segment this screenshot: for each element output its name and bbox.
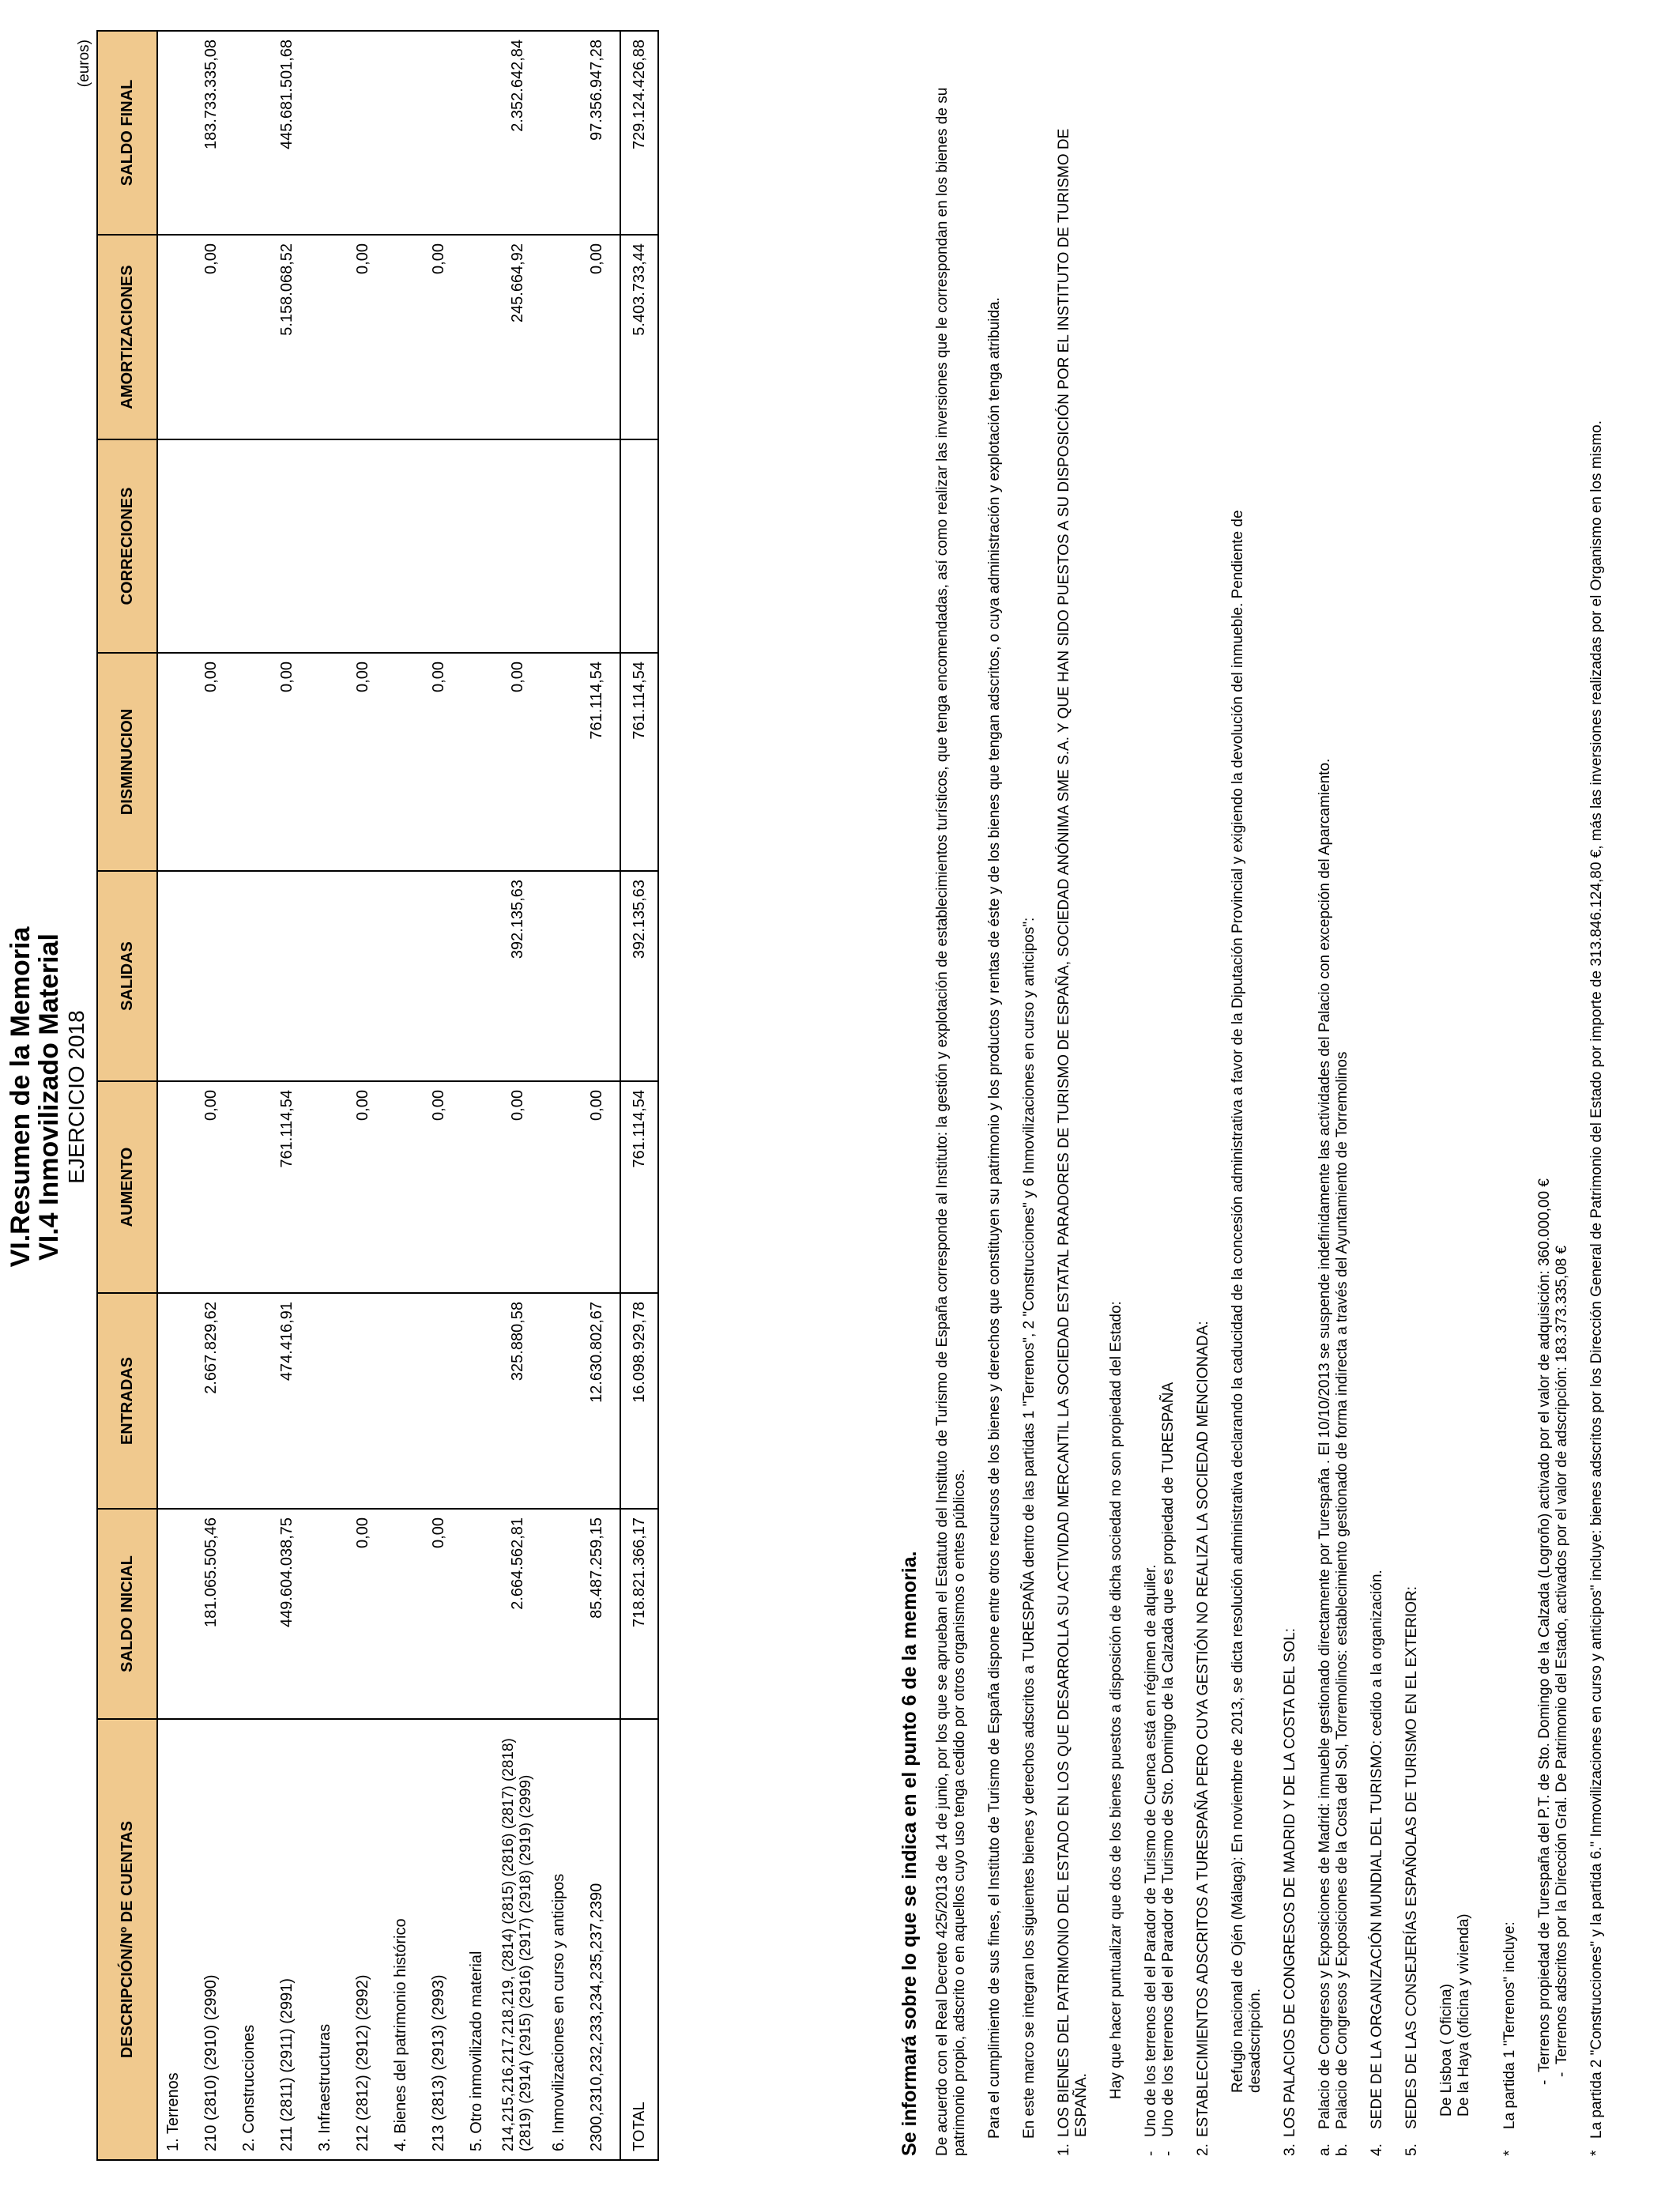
section-heading: ESTABLECIMIENTOS ADSCRITOS A TURESPAÑA PERO CUYA GESTIÓN NO REALIZA LA SOCIEDAD MENCIONADA: [1195, 1321, 1211, 2137]
list-item: - Uno de los terrenos del el Parador de Turismo de Cuenca está en régimen de alquiler. [1143, 1564, 1159, 2156]
total-salidas: 392.135,63 [620, 871, 658, 1081]
col-header-saldo-final: SALDO FINAL [97, 31, 157, 235]
account-codes: 210 (2810) (2910) (2990) [188, 1719, 234, 2160]
total-aumento: 761.114,54 [620, 1081, 658, 1293]
table-row [188, 31, 234, 2160]
col-header-salidas: SALIDAS [97, 871, 157, 1081]
category-label: 3. Infraestructuras [310, 1719, 340, 2160]
total-saldo-final: 729.124.426,88 [620, 31, 658, 235]
cell-entradas [416, 1293, 461, 1509]
section-heading: SEDE DE LA ORGANIZACIÓN MUNDIAL DEL TURISMO: cedido a la organización. [1369, 1570, 1385, 2129]
cell-saldo-final: 183.733.335,08 [188, 31, 234, 235]
paragraph: Para el cumplimiento de sus fines, el Instituto de Turismo de España dispone entre otros recursos de los bienes y derechos que constituyen su patrimonio y los productos y rentas de éste y de los bienes que tengan adscritos, o cuya administración y explotación tenga atribuida. [986, 297, 1003, 2139]
table-row [386, 31, 416, 2160]
section-heading: LOS PALACIOS DE CONGRESOS DE MADRID Y DE LA COSTA DEL SOL: [1282, 1627, 1298, 2137]
cell-entradas: 325.880,58 [492, 1293, 544, 1509]
footnote: * La partida 1 "Terrenos" incluye: [1501, 1921, 1518, 2156]
cell-salidas [340, 871, 386, 1081]
cell-salidas [188, 871, 234, 1081]
cell-saldo-inicial: 0,00 [416, 1509, 461, 1719]
cell-amortizaciones: 5.158.068,52 [264, 235, 310, 439]
list-item: - Terrenos adscritos por la Dirección Gral. De Patrimonio del Estado, activados por el valor de adscripción: 183.373.335,08 € [1554, 1245, 1570, 2077]
list-item: a. Palacio de Congresos y Exposiciones de Madrid: inmueble gestionado directamente por Turespaña . El 10/10/2013 se suspende indefinidamente las actividades del Palacio con excepción del Aparcamiento. [1317, 758, 1333, 2156]
table-row [492, 31, 544, 2160]
account-codes: 214,215,216,217,218,219, (2814) (2815) (2816) (2817) (2818) (2819) (2914) (2915) (2916) (2917) (2918) (2919) (2999) [492, 1719, 544, 2160]
cell-saldo-inicial: 0,00 [340, 1509, 386, 1719]
col-header-entradas: ENTRADAS [97, 1293, 157, 1509]
table-row [157, 31, 188, 2160]
section-1: 1. LOS BIENES DEL PATRIMONIO DEL ESTADO EN LOS QUE DESARROLLA SU ACTIVIDAD MERCANTIL LA SOCIEDAD ESTATAL PARADORES DE TURISMO DE ESPAÑA, SOCIEDAD ANÓNIMA SME S.A. Y QUE HAN SIDO PUESTOS A SU DISPOSICIÓN POR EL INSTITUTO DE TURISMO DE ESPAÑA. [1056, 70, 1090, 2156]
cell-aumento: 761.114,54 [264, 1081, 310, 1293]
table-row [310, 31, 340, 2160]
list-item: - Uno de los terrenos del el Parador de Turismo de Sto. Domingo de la Calzada que es propiedad de TURESPAÑA [1160, 1382, 1177, 2156]
notes-heading: Se informará sobre lo que se indica en el punto 6 de la memoria. [898, 1551, 921, 2156]
section-3: 3. LOS PALACIOS DE CONGRESOS DE MADRID Y DE LA COSTA DEL SOL: [1282, 1627, 1298, 2156]
total-amortizaciones: 5.403.733,44 [620, 235, 658, 439]
section-heading: LOS BIENES DEL PATRIMONIO DEL ESTADO EN LOS QUE DESARROLLA SU ACTIVIDAD MERCANTIL LA SOCIEDAD ESTATAL PARADORES DE TURISMO DE ESPAÑA, SOCIEDAD ANÓNIMA SME S.A. Y QUE HAN SIDO PUESTOS A SU DISPOSICIÓN POR EL INSTITUTO DE TURISMO DE ESPAÑA. [1056, 128, 1090, 2137]
cell-salidas [416, 871, 461, 1081]
cell-disminucion: 0,00 [340, 653, 386, 871]
cell-aumento: 0,00 [574, 1081, 620, 1293]
cell-saldo-inicial: 449.604.038,75 [264, 1509, 310, 1719]
table-header-row [97, 31, 157, 2160]
col-header-correciones: CORRECIONES [97, 439, 157, 653]
total-saldo-inicial: 718.821.366,17 [620, 1509, 658, 1719]
cell-entradas: 12.630.802,67 [574, 1293, 620, 1509]
cell-amortizaciones: 0,00 [416, 235, 461, 439]
cell-aumento: 0,00 [188, 1081, 234, 1293]
total-row [620, 31, 658, 2160]
cell-correciones [340, 439, 386, 653]
category-label: 5. Otro inmovilizado material [461, 1719, 492, 2160]
footnote: * La partida 2 "Construcciones" y la partida 6." Inmovilizaciones en curso y anticipos" incluye: bienes adscritos por los Dirección General de Patrimonio del Estado por importe de 313.846.124,80 €, más las inversiones realizadas por el Organismo en los mismo. [1588, 420, 1605, 2156]
table-row [264, 31, 310, 2160]
paragraph: Refugio nacional de Ojén (Málaga): En noviembre de 2013, se dicta resolución administrativa declarando la caducidad de la concesión administrativa a favor de la Diputación Provincial y exigiendo la devolución del inmueble. Pendiente de desadscripción. [1230, 510, 1264, 2093]
table-row [340, 31, 386, 2160]
section-2: 2. ESTABLECIMIENTOS ADSCRITOS A TURESPAÑA PERO CUYA GESTIÓN NO REALIZA LA SOCIEDAD MENCIONADA: [1195, 1321, 1211, 2156]
memoria-notes [898, 70, 1606, 2156]
category-label: 4. Bienes del patrimonio histórico [386, 1719, 416, 2160]
cell-disminucion: 761.114,54 [574, 653, 620, 871]
cell-saldo-inicial: 85.487.259,15 [574, 1509, 620, 1719]
col-header-description: DESCRIPCIÓN/Nº DE CUENTAS [97, 1719, 157, 2160]
cell-amortizaciones: 245.664,92 [492, 235, 544, 439]
cell-aumento: 0,00 [492, 1081, 544, 1293]
total-disminucion: 761.114,54 [620, 653, 658, 871]
cell-saldo-final: 2.352.642,84 [492, 31, 544, 235]
table-body [157, 31, 658, 2160]
fixed-assets-table [96, 30, 659, 2161]
cell-disminucion: 0,00 [264, 653, 310, 871]
paragraph: De acuerdo con el Real Decreto 425/2013 de 14 de junio, por los que se aprueban el Estatuto del Instituto de Turismo de España corresponde al Instituto: la gestión y explotación de establecimientos turísticos, que tenga encomendadas, así como realizar las inversiones que le correspondan en los bienes de su patrimonio propio, adscrito o en aquellos cuyo uso tenga cedido por otros organismos o entes públicos. [934, 87, 968, 2156]
cell-aumento: 0,00 [340, 1081, 386, 1293]
list-item: b. Palacio de Congresos y Exposiciones de la Costa del Sol, Torremolinos: establecimiento gestionado de forma indirecta a través del Ayuntamiento de Torremolinos [1334, 1051, 1350, 2156]
cell-aumento: 0,00 [416, 1081, 461, 1293]
section-4: 4. SEDE DE LA ORGANIZACIÓN MUNDIAL DEL TURISMO: cedido a la organización. [1369, 1570, 1385, 2156]
account-codes: 213 (2813) (2913) (2993) [416, 1719, 461, 2160]
cell-correciones [574, 439, 620, 653]
col-header-disminucion: DISMINUCION [97, 653, 157, 871]
paragraph: Hay que hacer puntualizar que dos de los bienes puestos a disposición de dicha sociedad no son propiedad del Estado: [1108, 1301, 1124, 2099]
total-correciones [620, 439, 658, 653]
cell-amortizaciones: 0,00 [340, 235, 386, 439]
category-label: 6. Inmovilizaciones en curso y anticipos [544, 1719, 574, 2160]
cell-saldo-final: 97.356.947,28 [574, 31, 620, 235]
cell-saldo-inicial: 2.664.562,81 [492, 1509, 544, 1719]
cell-saldo-inicial: 181.065.505,46 [188, 1509, 234, 1719]
paragraph: En este marco se integran los siguientes bienes y derechos adscritos a TURESPAÑA dentro de las partidas 1 "Terrenos", 2 "Construcciones" y 6 Inmovilizaciones en curso y anticipos": [1021, 917, 1038, 2139]
report-subtitle: VI.4 Inmovilizado Material [34, 933, 64, 1261]
category-label: 2. Construcciones [234, 1719, 264, 2160]
total-label: TOTAL [620, 1719, 658, 2160]
cell-disminucion: 0,00 [188, 653, 234, 871]
table-row [544, 31, 574, 2160]
col-header-saldo-inicial: SALDO INICIAL [97, 1509, 157, 1719]
cell-amortizaciones: 0,00 [574, 235, 620, 439]
account-codes: 212 (2812) (2912) (2992) [340, 1719, 386, 2160]
cell-amortizaciones: 0,00 [188, 235, 234, 439]
list-item: - Terrenos propiedad de Turespaña del P.T. de Sto. Domingo de la Calzada (Logroño) activado por el valor de adquisición: 360.000,00 € [1536, 1178, 1553, 2085]
units-label: (euros) [76, 40, 92, 88]
cell-entradas: 2.667.829,62 [188, 1293, 234, 1509]
cell-saldo-final: 445.681.501,68 [264, 31, 310, 235]
cell-correciones [492, 439, 544, 653]
table-row [574, 31, 620, 2160]
total-entradas: 16.098.929,78 [620, 1293, 658, 1509]
col-header-amortizaciones: AMORTIZACIONES [97, 235, 157, 439]
account-codes: 2300,2310,232,233,234,235,237,2390 [574, 1719, 620, 2160]
cell-salidas [264, 871, 310, 1081]
col-header-aumento: AUMENTO [97, 1081, 157, 1293]
table-row [234, 31, 264, 2160]
section-5: 5. SEDES DE LAS CONSEJERÍAS ESPAÑOLAS DE TURISMO EN EL EXTERIOR: [1403, 1586, 1420, 2156]
report-title: VI.Resumen de la Memoria [6, 926, 36, 1268]
list-item: De la Haya (oficina y vivienda) [1456, 1913, 1472, 2117]
fiscal-year: EJERCICIO 2018 [64, 1010, 89, 1184]
table-row [416, 31, 461, 2160]
account-codes: 211 (2811) (2911) (2991) [264, 1719, 310, 2160]
cell-correciones [416, 439, 461, 653]
cell-salidas: 392.135,63 [492, 871, 544, 1081]
cell-correciones [264, 439, 310, 653]
cell-salidas [574, 871, 620, 1081]
cell-saldo-final [340, 31, 386, 235]
cell-disminucion: 0,00 [492, 653, 544, 871]
cell-correciones [188, 439, 234, 653]
cell-saldo-final [416, 31, 461, 235]
category-label: 1. Terrenos [157, 1719, 188, 2160]
cell-entradas [340, 1293, 386, 1509]
section-heading: SEDES DE LAS CONSEJERÍAS ESPAÑOLAS DE TURISMO EN EL EXTERIOR: [1403, 1586, 1420, 2129]
cell-disminucion: 0,00 [416, 653, 461, 871]
table-row [461, 31, 492, 2160]
list-item: De Lisboa ( Oficina) [1438, 1984, 1455, 2117]
cell-entradas: 474.416,91 [264, 1293, 310, 1509]
